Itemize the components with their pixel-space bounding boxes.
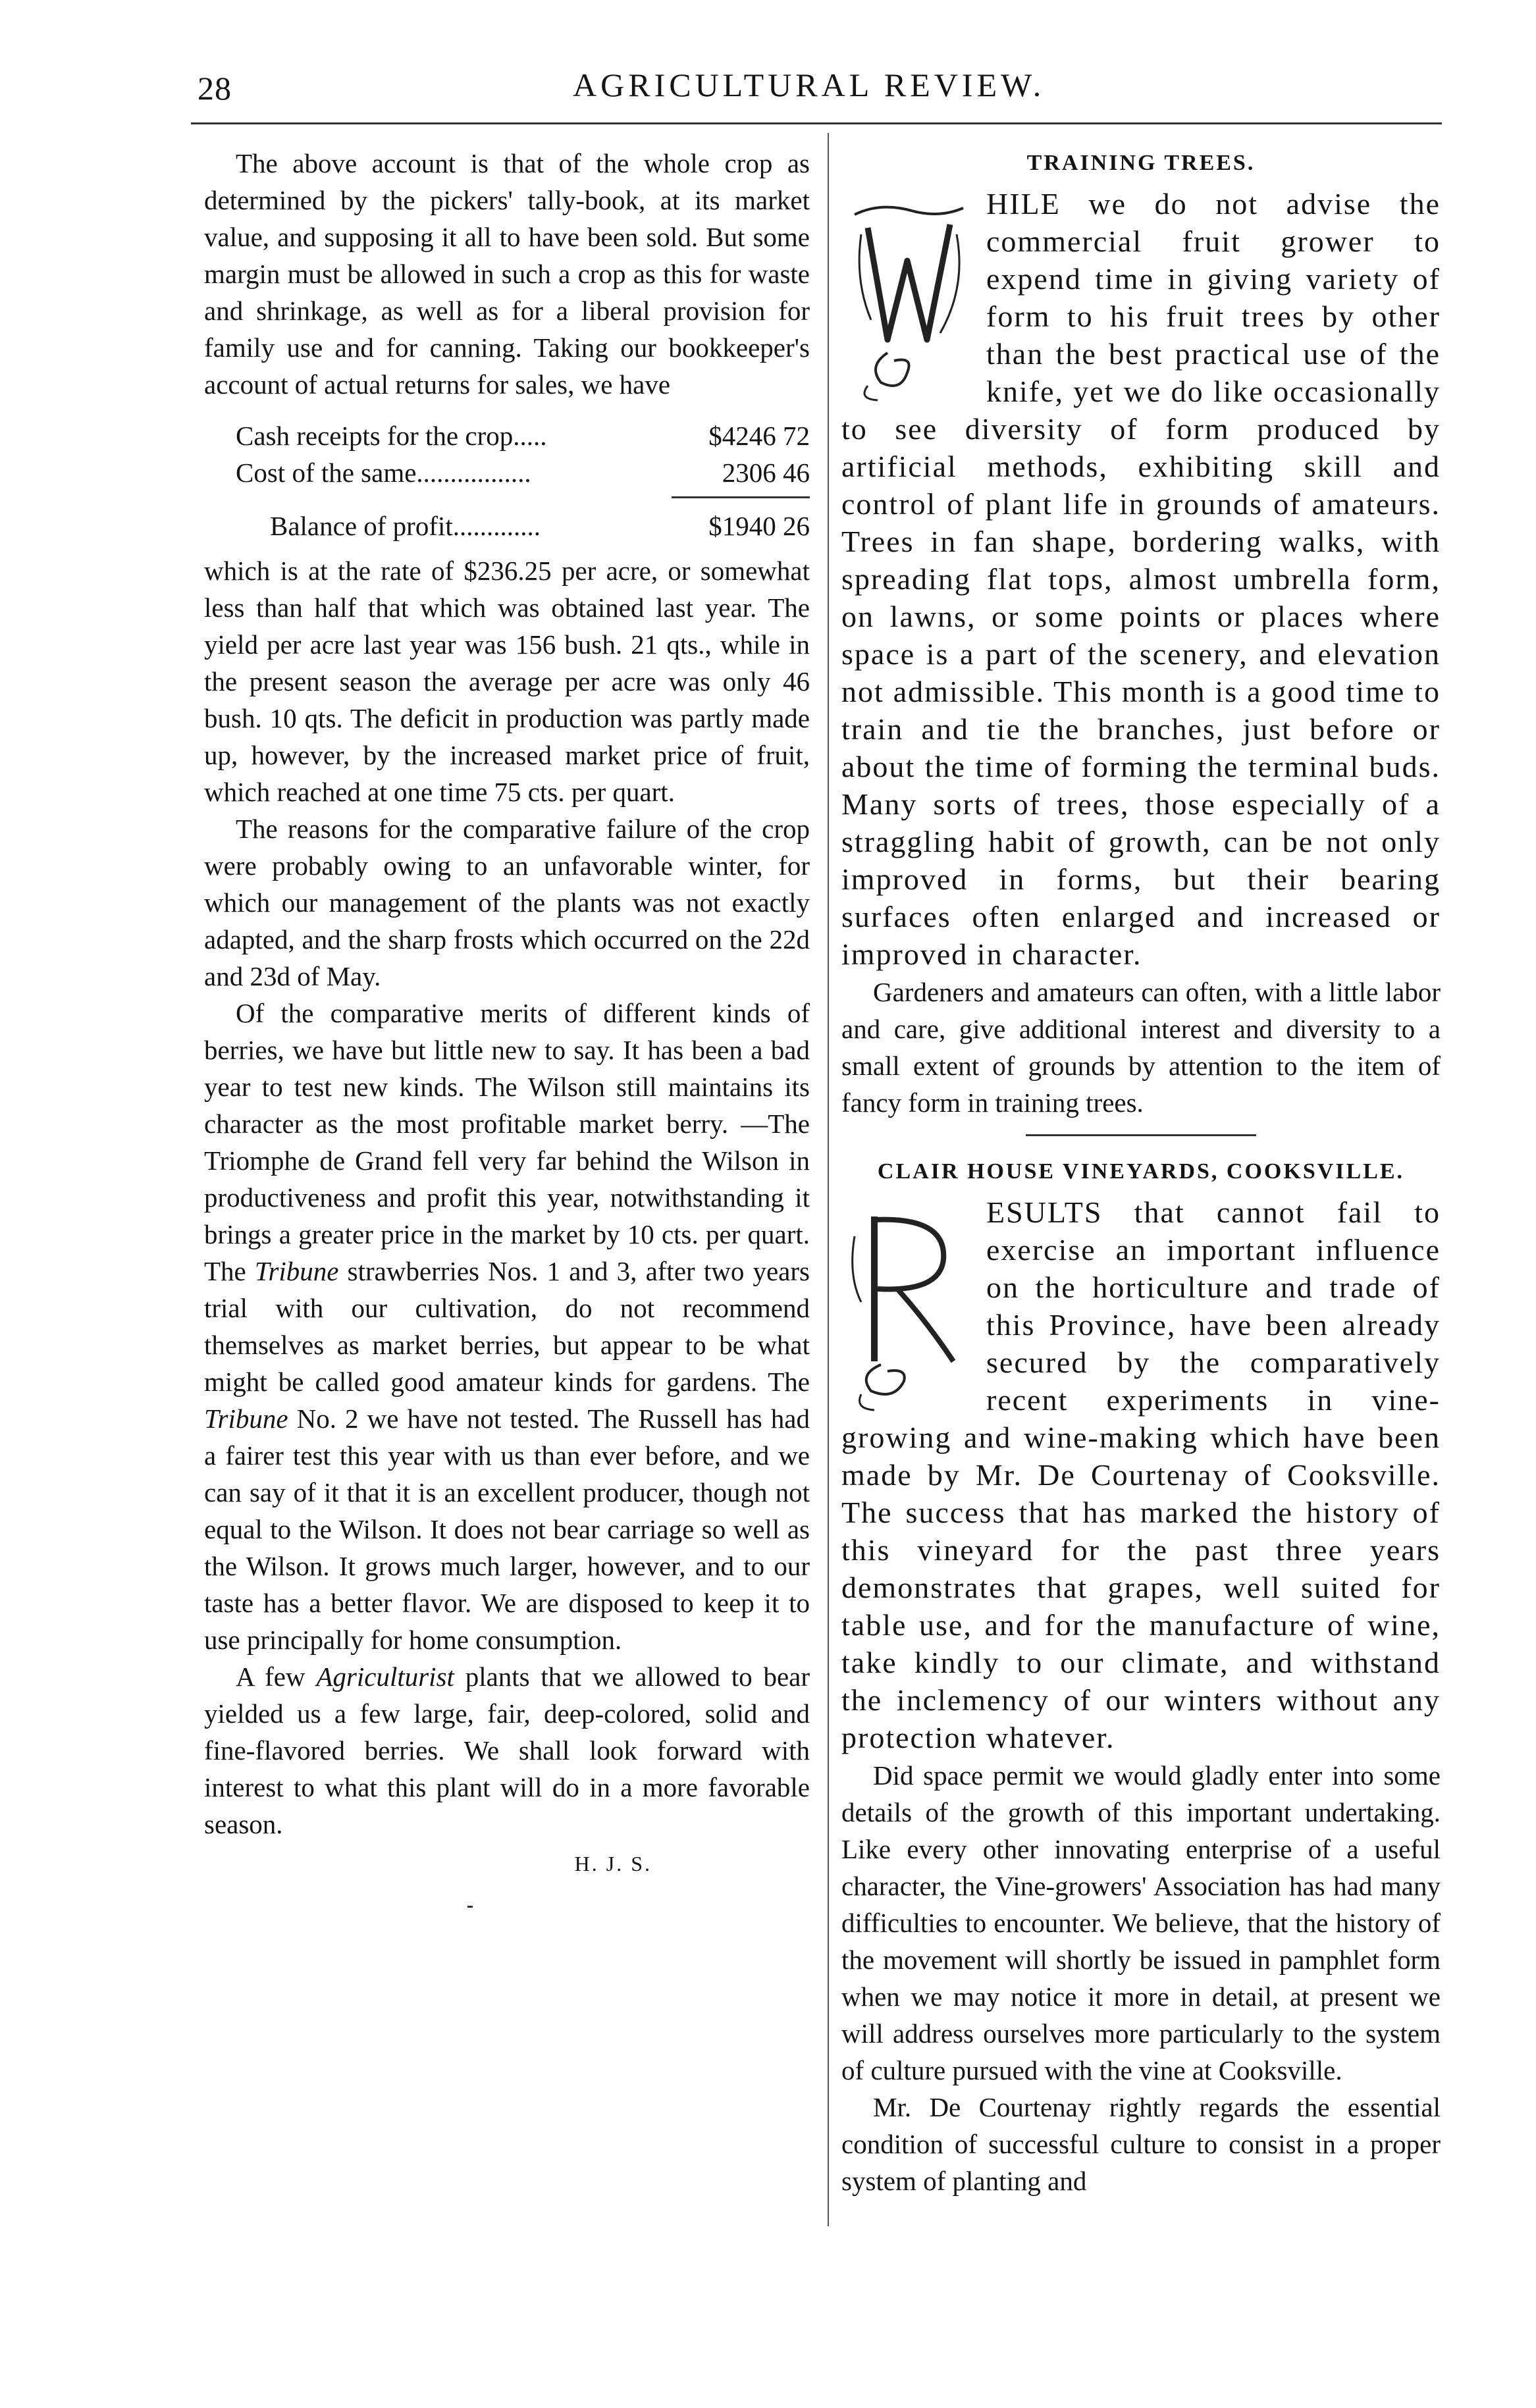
paragraph (204, 995, 810, 1658)
text-run: Of the comparative merits of different kinds of berries, we have but little new to say. It has been a bad year to test new kinds. The Wilson still maintains its character as the most profitable market berry. —The Triomphe de Grand fell very far behind the Wilson in productiveness and profit this year, notwithstanding it brings a greater price in the market by 10 cts. per quart. The (204, 998, 810, 1286)
paragraph: Mr. De Courtenay rightly regards the essential condition of successful culture to consist in a proper system of planting and (841, 2092, 1441, 2196)
section-title: CLAIR HOUSE VINEYARDS, COOKSVILLE. (877, 1159, 1405, 1184)
italic-term: Agriculturist (316, 1662, 454, 1692)
balance-label: Balance of profit............. (270, 511, 541, 541)
ornate-initial-w (841, 188, 973, 406)
account-table (204, 417, 810, 544)
section-rule (1026, 1134, 1256, 1136)
account-row (204, 417, 810, 454)
page-number: 28 (198, 70, 232, 107)
text-run: A few (236, 1662, 317, 1692)
account-value: $4246 72 (708, 421, 810, 451)
ornate-initial-r-icon (841, 1197, 973, 1414)
balance-value: $1940 26 (708, 511, 810, 541)
dot-mark (467, 1906, 473, 1908)
text-run: strawberries Nos. 1 and 3, after two years trial with our cultivation, do not recommend themselves as market berries, but appear to be what might be called good amateur kinds for gardens. The (204, 1256, 810, 1397)
account-label: Cost of the same................. (236, 458, 531, 488)
left-column (204, 145, 810, 1908)
italic-term: Tribune (254, 1256, 339, 1286)
paragraph: The above account is that of the whole crop as determined by the pickers' tally-book, at its market value, and supposing it all to have been sold. But some margin must be allowed in such a crop as this for waste and shrinkage, as well as for a liberal provision for family use and for canning. Taking our bookkeeper's account of actual returns for sales, we have (204, 148, 810, 400)
text-run: ESULTS that cannot fail to exercise an important influence on the horticulture and trade of this Province, have been already secured by the comparatively recent experiments in vine-growing and wine-making which have been made by Mr. De Courtenay of Cooksville. The success that has marked the history of this vineyard for the past three years demonstrates that grapes, well suited for table use, and for the manufacture of wine, take kindly to our climate, and withstand the inclemency of our winters without any protection whatever. (841, 1195, 1441, 1754)
header-rule (191, 122, 1442, 124)
ornate-initial-r (841, 1197, 973, 1414)
paragraph: Gardeners and amateurs can often, with a little labor and care, give additional interest and diversity to a small extent of grounds by attention to the item of fancy form in training trees. (841, 977, 1441, 1118)
text-run: No. 2 we have not tested. The Russell has had a fairer test this year with us than ever before, and we can say of it that it is an excellent producer, though not equal to the Wilson. It does not bear carriage so well as the Wilson. It grows much larger, however, and to our taste has a better flavor. We are disposed to keep it to use principally for home consumption. (204, 1403, 810, 1655)
section-title: TRAINING TREES. (1026, 151, 1256, 175)
paragraph (841, 186, 1441, 974)
account-row (204, 454, 810, 491)
text-run: plants that we allowed to bear yielded us a few large, fair, deep-colored, solid and fine-flavored berries. We shall look forward with interest to what this plant will do in a more favorable season. (204, 1662, 810, 1839)
running-title: AGRICULTURAL REVIEW. (573, 66, 1046, 103)
paragraph: which is at the rate of $236.25 per acre, or somewhat less than half that which was obtained last year. The yield per acre last year was 156 bush. 21 qts., while in the present season the average per acre was only 46 bush. 10 qts. The deficit in production was partly made up, however, by the increased market price of fruit, which reached at one time 75 cts. per quart. (204, 556, 810, 807)
right-column (841, 145, 1441, 2199)
text-run: HILE we do not advise the commercial fruit grower to expend time in giving variety of form to his fruit trees by other than the best practical use of the knife, yet we do like occasionally to see diversity of form produced by artificial methods, exhibiting skill and control of plant life in grounds of amateurs. Trees in fan shape, bordering walks, with spreading flat tops, almost umbrella form, on lawns, or some points or places where space is a part of the scenery, and elevation not admissible. This month is a good time to train and tie the branches, just before or about the time of forming the terminal buds. Many sorts of trees, those especially of a straggling habit of growth, can be not only improved in forms, but their bearing surfaces often enlarged and increased or improved in character. (841, 187, 1441, 971)
balance-row (204, 508, 810, 544)
paragraph (841, 1194, 1441, 1757)
author-signature: H. J. S. (574, 1852, 652, 1875)
column-divider (828, 133, 829, 2226)
account-label: Cash receipts for the crop..... (236, 421, 547, 451)
ornate-initial-w-icon (841, 188, 973, 406)
paragraph: The reasons for the comparative failure of the crop were probably owing to an unfavorable winter, for which our management of the plants was not exactly adapted, and the sharp frosts which occurred on the 22d and 23d of May. (204, 814, 810, 991)
paragraph (204, 1658, 810, 1843)
italic-term: Tribune (204, 1403, 288, 1434)
sum-rule (672, 496, 810, 498)
paragraph: Did space permit we would gladly enter into some details of the growth of this important undertaking. Like every other innovating enterprise of a useful character, the Vine-growers' Association has had many difficulties to encounter. We believe, that the history of the movement will shortly be issued in pamphlet form when we may notice it more in detail, at present we will address ourselves more particularly to the system of culture pursued with the vine at Cooksville. (841, 1760, 1441, 2085)
account-value: 2306 46 (722, 458, 810, 488)
